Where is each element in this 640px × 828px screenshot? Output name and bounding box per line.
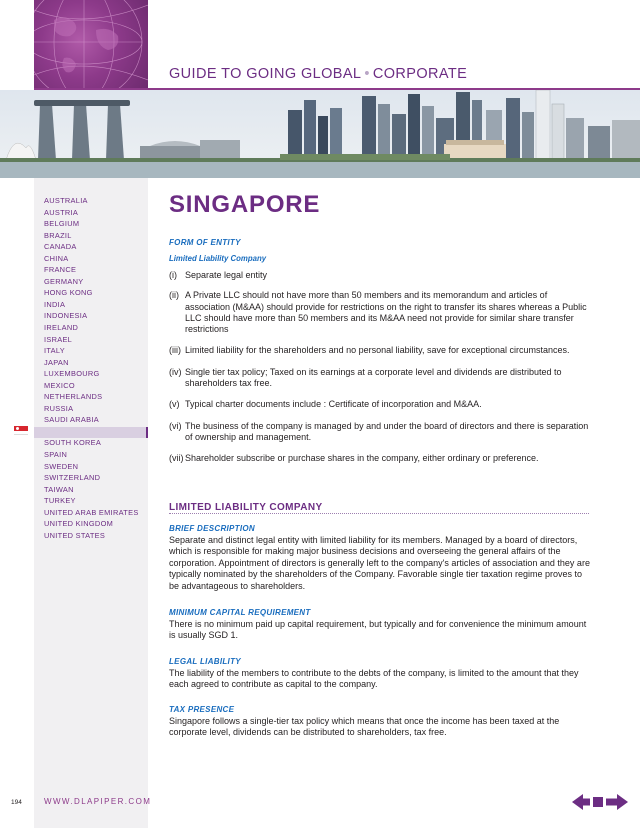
capital-requirement-text: There is no minimum paid up capital requirement, but typically and for convenience the minimum amount is usually SGD 1.	[169, 619, 587, 641]
singapore-flag-icon	[14, 426, 28, 435]
legal-liability-heading: LEGAL LIABILITY	[169, 657, 241, 666]
active-country-marker	[146, 427, 148, 438]
skyline-image	[0, 90, 640, 178]
page-navigation	[572, 793, 628, 811]
country-nav-item[interactable]: RUSSIA	[44, 403, 74, 413]
country-nav-item[interactable]: SOUTH KOREA	[44, 438, 102, 448]
page-number: 194	[11, 799, 22, 806]
country-nav-item[interactable]: IRELAND	[44, 323, 79, 333]
next-arrow-icon[interactable]	[606, 794, 628, 810]
list-item-number: (i)	[169, 270, 177, 280]
list-item-text: Limited liability for the shareholders and no personal liability, save for exceptional circumstances.	[185, 345, 570, 356]
country-nav-item[interactable]: HONG KONG	[44, 288, 93, 298]
country-nav-item[interactable]: ITALY	[44, 346, 65, 356]
country-nav-item[interactable]: SAUDI ARABIA	[44, 415, 99, 425]
country-nav-item[interactable]: TAIWAN	[44, 484, 74, 494]
section-title: LIMITED LIABILITY COMPANY	[169, 502, 323, 513]
country-nav-item[interactable]: CHINA	[44, 253, 69, 263]
entity-type-heading: Limited Liability Company	[169, 254, 267, 263]
guide-section-text: CORPORATE	[372, 66, 468, 82]
list-item-text: Typical charter documents include : Certificate of incorporation and M&AA.	[185, 399, 482, 410]
country-nav-item[interactable]: UNITED STATES	[44, 530, 106, 540]
list-item-text: Separate legal entity	[185, 270, 268, 280]
list-item	[169, 453, 594, 464]
country-nav-item[interactable]: LUXEMBOURG	[44, 369, 100, 379]
country-nav-item[interactable]: BELGIUM	[44, 219, 80, 229]
country-nav-item[interactable]: AUSTRALIA	[44, 196, 88, 205]
list-item	[169, 399, 594, 410]
country-nav-item[interactable]: UNITED ARAB EMIRATES	[44, 507, 139, 517]
country-nav-item[interactable]: BRAZIL	[44, 230, 72, 240]
list-item-number: (ii)	[169, 290, 179, 301]
tax-presence-text: Singapore follows a single-tier tax policy which means that once the income has been taxed at the corporate level, dividends can be distributed to shareholders, tax free.	[169, 716, 560, 738]
country-title: SINGAPORE	[169, 191, 321, 218]
list-item-text: Shareholder subscribe or purchase shares in the company, either ordinary or preference.	[185, 453, 539, 464]
country-nav-item[interactable]: MEXICO	[44, 380, 75, 390]
list-item-text: The business of the company is managed by and under the board of directors and there is separation of ownership and management.	[185, 420, 589, 442]
list-item	[169, 421, 594, 444]
active-country-highlight	[34, 427, 148, 438]
country-nav	[44, 195, 139, 541]
list-item-number: (v)	[169, 399, 180, 410]
list-item	[169, 367, 594, 390]
legal-liability-text: The liability of the members to contribute to the debts of the company, is limited to the amount that they each agreed to contribute as capital to the company.	[169, 668, 579, 690]
footer-url-link[interactable]: WWW.DLAPIPER.COM	[44, 797, 152, 806]
list-item-text: A Private LLC should not have more than 50 members and its memorandum and articles of association (M&AA) should provide for restrictions on the right to transfer its shares whereas a Public LLC should have more than 50 members and its M&AA need not provide for similar share transfer restrictions	[185, 290, 587, 335]
guide-title	[169, 66, 467, 82]
list-item	[169, 290, 594, 335]
list-item-number: (iv)	[169, 366, 182, 377]
entity-features-list	[169, 270, 594, 465]
country-nav-item[interactable]: INDIA	[44, 299, 66, 309]
country-nav-item[interactable]: ISRAEL	[44, 334, 73, 344]
section-divider	[169, 513, 589, 514]
list-item	[169, 270, 594, 281]
country-nav-item[interactable]: INDONESIA	[44, 311, 88, 321]
country-nav-item[interactable]: SPAIN	[44, 450, 68, 460]
list-item-text: Single tier tax policy; Taxed on its earnings at a corporate level and dividends are distributed to shareholders tax free.	[185, 366, 562, 389]
tax-presence-heading: TAX PRESENCE	[169, 705, 235, 714]
country-nav-item[interactable]: FRANCE	[44, 265, 77, 275]
country-nav-item[interactable]: NETHERLANDS	[44, 392, 103, 402]
guide-title-text: GUIDE TO GOING GLOBAL	[169, 66, 362, 82]
capital-requirement-heading: MINIMUM CAPITAL REQUIREMENT	[169, 608, 311, 617]
prev-arrow-icon[interactable]	[572, 794, 590, 810]
brief-description-text: Separate and distinct legal entity with limited liability for its members. Managed by a board of directors, which is responsible for making major business decisions and overseeing the general affairs of the corporation. Appointment of directors is generally left to the company's articles of association and they are typically nominated by the shareholders of the Company. Favorable single tier taxation regime proves to be advantageous to shareholders.	[169, 535, 590, 591]
country-nav-item[interactable]: GERMANY	[44, 276, 84, 286]
country-nav-item[interactable]: SWEDEN	[44, 461, 79, 471]
country-nav-item[interactable]: SWITZERLAND	[44, 473, 101, 483]
globe-graphic	[34, 0, 148, 90]
list-item-number: (iii)	[169, 345, 181, 356]
country-nav-item[interactable]: JAPAN	[44, 357, 69, 367]
brief-description-heading: BRIEF DESCRIPTION	[169, 524, 255, 533]
menu-square-icon[interactable]	[593, 797, 603, 807]
title-separator: •	[364, 66, 370, 82]
list-item-number: (vii)	[169, 453, 184, 464]
country-nav-item[interactable]: CANADA	[44, 242, 77, 252]
country-nav-item[interactable]: AUSTRIA	[44, 207, 79, 217]
list-item-number: (vi)	[169, 420, 182, 431]
form-of-entity-heading: FORM OF ENTITY	[169, 238, 241, 247]
country-nav-item[interactable]: UNITED KINGDOM	[44, 519, 114, 529]
country-nav-item[interactable]: TURKEY	[44, 496, 76, 506]
list-item	[169, 345, 594, 356]
